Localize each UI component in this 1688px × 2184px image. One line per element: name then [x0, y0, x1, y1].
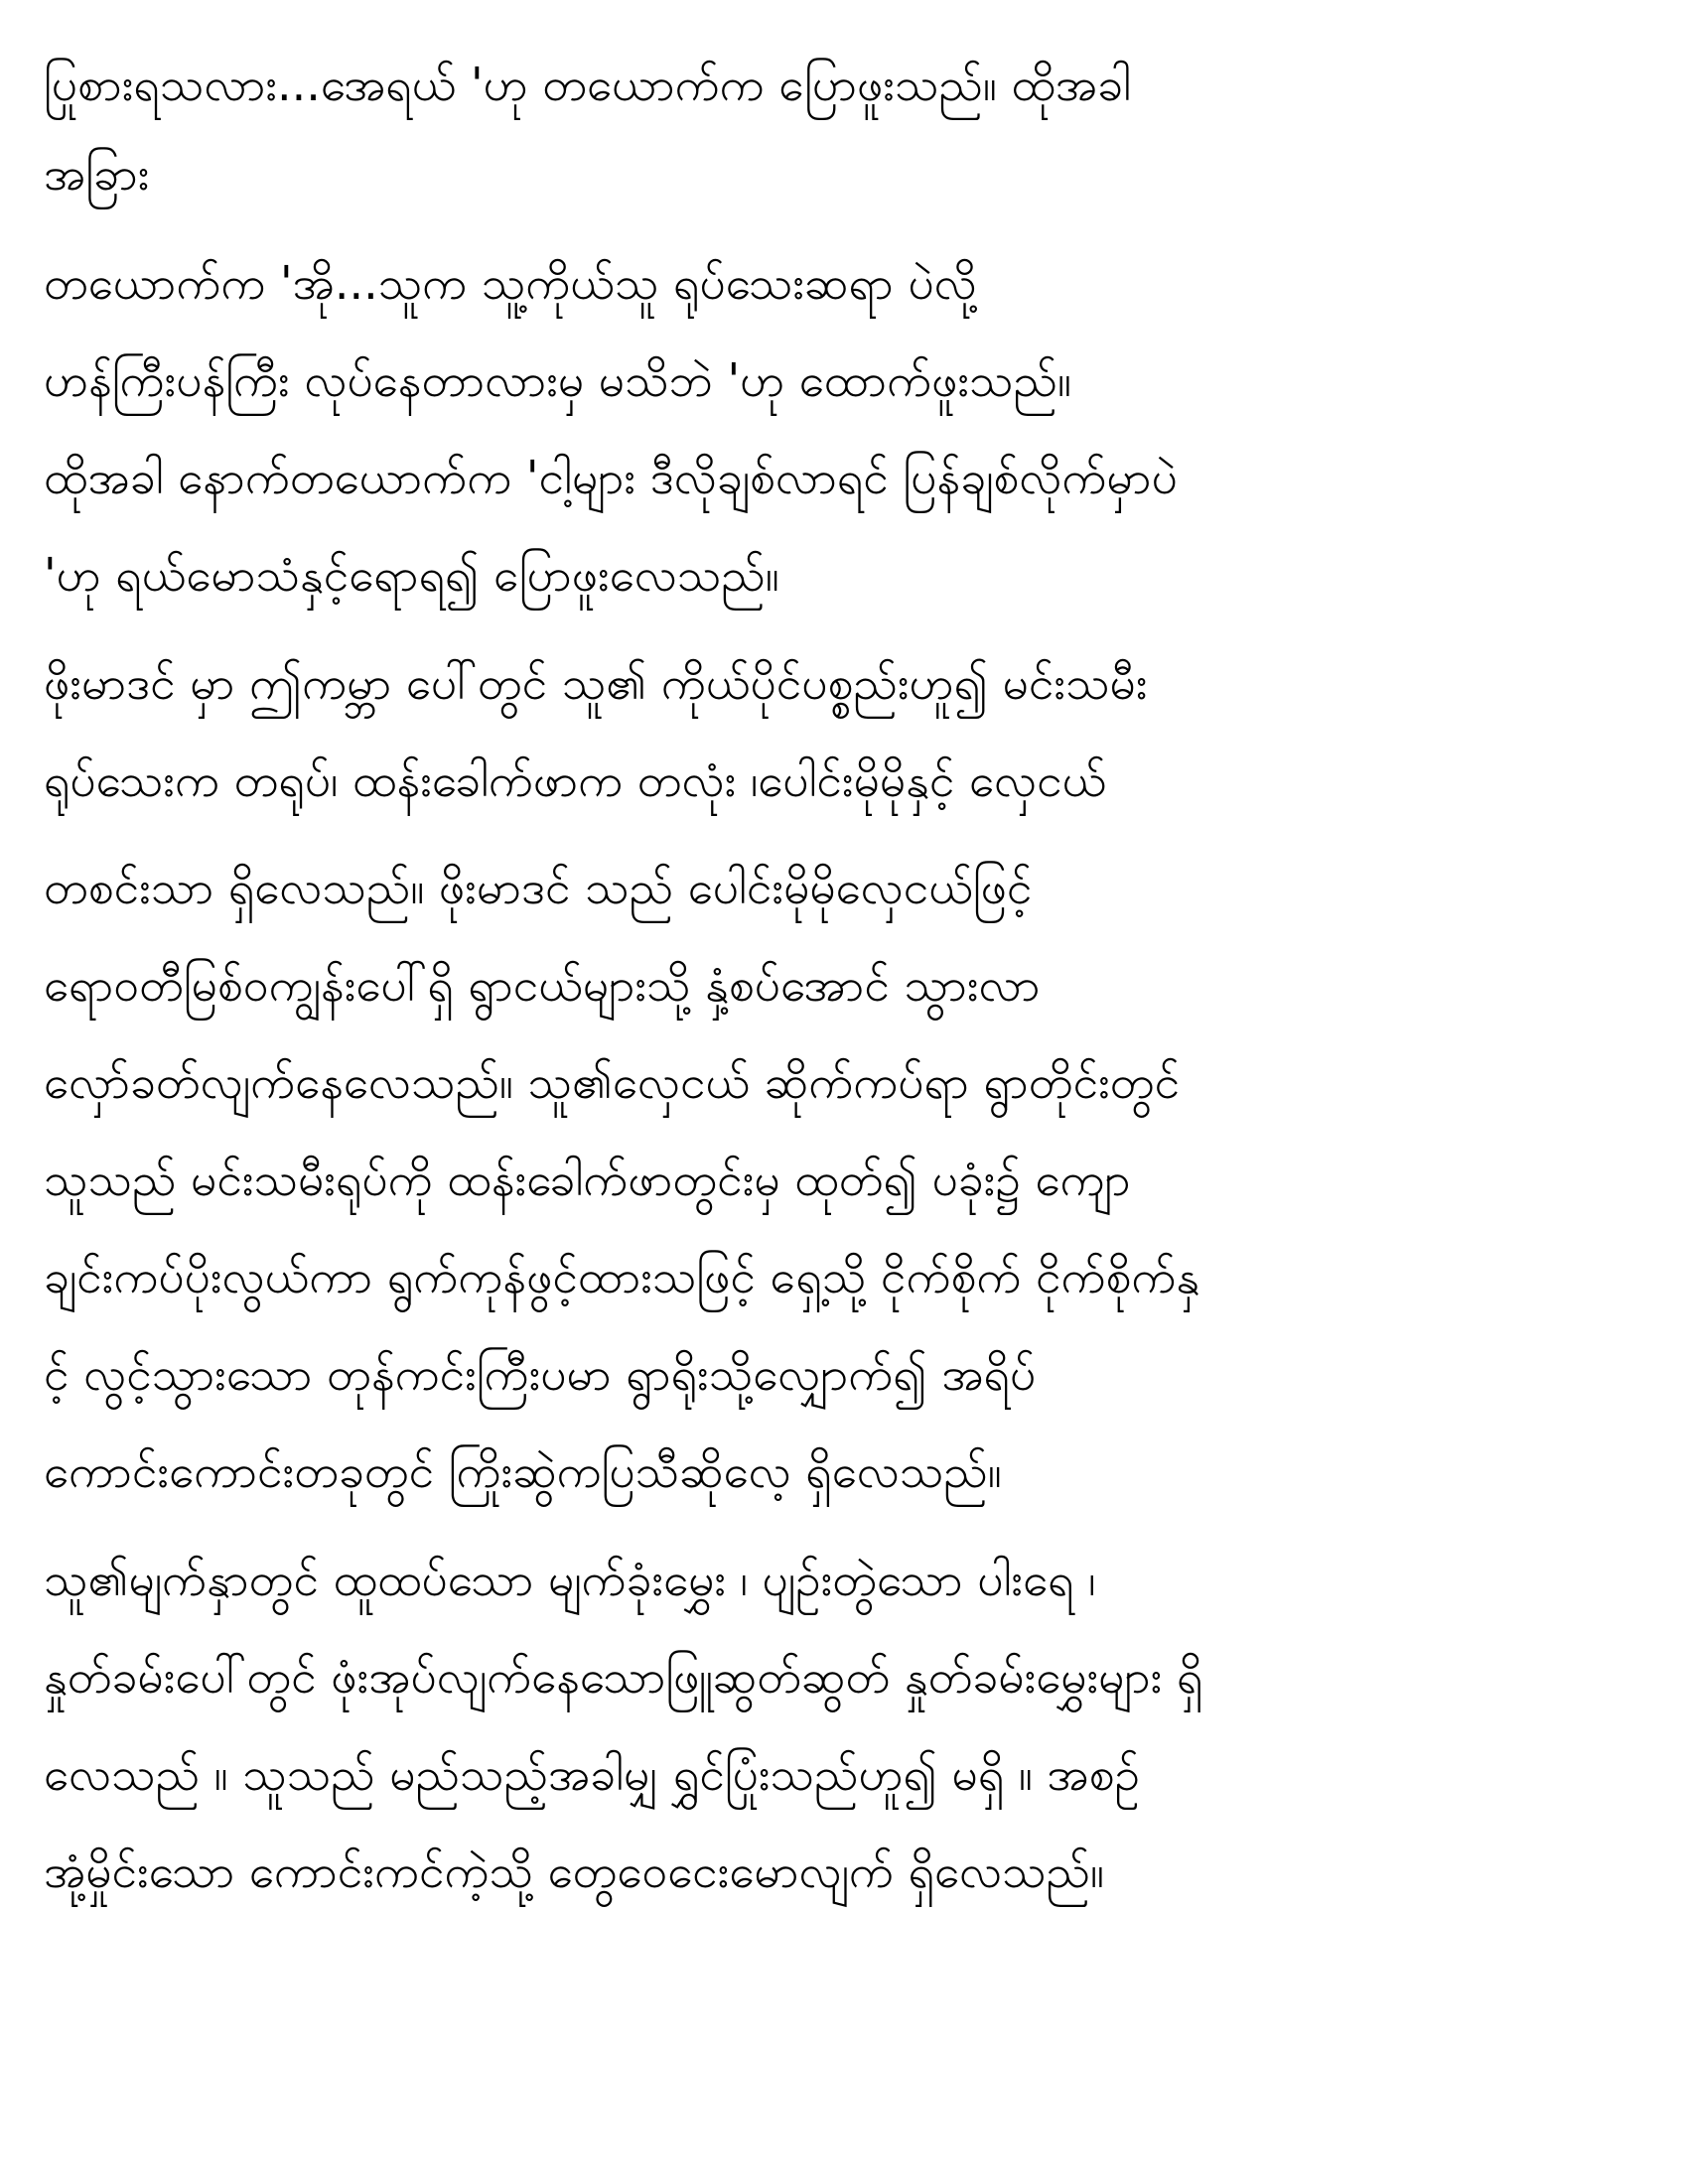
text-line: 'ဟု ရယ်မောသံနှင့်ရောရ၍ ပြောဖူးလေသည်။ — [44, 548, 779, 602]
text-line: ဟန်ကြီးပန်ကြီး လုပ်နေတာလားမှ မသိဘဲ 'ဟု ထောက်ဖူးသည်။ — [44, 353, 1071, 407]
text-line: တယောက်က 'အို...သူက သူ့ကိုယ်သူ ရုပ်သေးဆရာ ပဲလို့ — [44, 256, 977, 310]
text-line: လှော်ခတ်လျက်နေလေသည်။ သူ၏လှေငယ် ဆိုက်ကပ်ရာ ရွာတိုင်းတွင် — [44, 1055, 1181, 1109]
text-line: ဖိုးမာဒင် မှာ ဤကမ္ဘာ ပေါ်တွင် သူ၏ ကိုယ်ပိုင်ပစ္စည်းဟူ၍ မင်းသမီး — [44, 656, 1148, 710]
text-line: ထိုအခါ နောက်တယောက်က 'ငါ့များ ဒီလိုချစ်လာရင် ပြန်ချစ်လိုက်မှာပဲ — [44, 451, 1178, 504]
text-line: အုံ့မှိုင်းသော ကောင်းကင်ကဲ့သို့ တွေဝေငေးမောလျက် ရှိလေသည်။ — [44, 1844, 1104, 1898]
text-line: သူသည် မင်းသမီးရုပ်ကို ထန်းခေါက်ဖာတွင်းမှ ထုတ်၍ ပခုံး၌ ကျော — [44, 1153, 1131, 1206]
text-line: အခြား — [44, 147, 150, 201]
text-line: ရုပ်သေးက တရုပ်၊ ထန်းခေါက်ဖာက တလုံး ၊ပေါင်းမိုမိုနှင့် လှေငယ် — [44, 753, 1107, 807]
text-line: ချင်းကပ်ပိုးလွယ်ကာ ရွက်ကုန်ဖွင့်ထားသဖြင့် ရှေ့သို့ ငိုက်စိုက် ငိုက်စိုက်နှ — [44, 1250, 1200, 1303]
text-line: နှုတ်ခမ်းပေါ်တွင် ဖုံးအုပ်လျက်နေသောဖြူဆွတ်ဆွတ် နှုတ်ခမ်းမွှေးများ ရှိ — [44, 1650, 1203, 1704]
text-line: ရောဝတီမြစ်ဝကျွန်းပေါ်ရှိ ရွာငယ်များသို့ နှံ့စပ်အောင် သွားလာ — [44, 958, 1041, 1012]
text-line: လေသည် ။ သူသည် မည်သည့်အခါမျှ ရွှင်ပြုံးသည်ဟူ၍ မရှိ ။ အစဉ် — [44, 1747, 1141, 1801]
text-line: သူ၏မျက်နှာတွင် ထူထပ်သော မျက်ခုံးမွှေး ၊ ပျဉ်းတွဲသော ပါးရေ ၊ — [44, 1553, 1096, 1606]
text-line: တစင်းသာ ရှိလေသည်။ ဖိုးမာဒင် သည် ပေါင်းမိုမိုလှေငယ်ဖြင့် — [44, 861, 1033, 914]
text-line: ကောင်းကောင်းတခုတွင် ကြိုးဆွဲကပြသီဆိုလေ့ ရှိလေသည်။ — [44, 1444, 1002, 1498]
text-line: င့် လွင့်သွားသော တုန်ကင်းကြီးပမာ ရွာရိုးသို့လျှောက်၍ အရိပ် — [44, 1347, 1037, 1401]
text-line: ပြုစားရသလား...အေရယ် 'ဟု တယောက်က ပြောဖူးသည်။ ထိုအခါ — [44, 58, 1131, 111]
